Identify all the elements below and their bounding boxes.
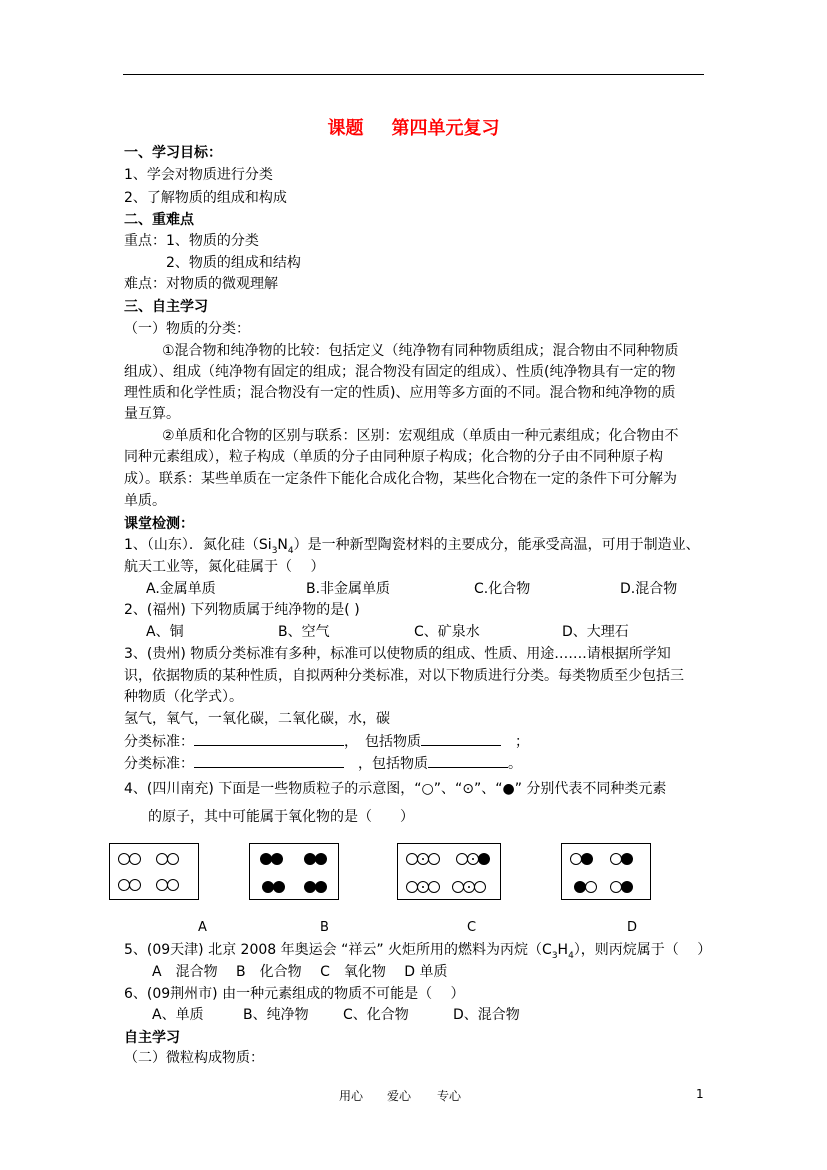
option-d[interactable]: D.混合物: [620, 581, 678, 597]
page-title: [0, 114, 827, 140]
particle-diagram-b[interactable]: [249, 843, 339, 900]
particle-diagram-d[interactable]: [561, 843, 651, 900]
option-c[interactable]: C、矿泉水: [414, 624, 480, 640]
answer-blank[interactable]: [421, 731, 501, 746]
option-d[interactable]: D、大理石: [562, 624, 629, 640]
option-b[interactable]: B.非金属单质: [306, 581, 391, 597]
section4-heading: 自主学习: [124, 1030, 180, 1046]
particle-diagram-a[interactable]: [109, 843, 199, 900]
option-c[interactable]: C.化合物: [474, 581, 531, 597]
question-3-line: 种物质（化学式）。: [124, 689, 243, 705]
key-point-1: 重点：1、物质的分类: [124, 233, 259, 249]
title-prefix: 课题: [327, 118, 364, 139]
particle-diagram-c[interactable]: [397, 843, 501, 900]
section1-heading: 一、学习目标：: [124, 145, 222, 161]
page-number: 1: [696, 1087, 704, 1101]
option-a[interactable]: A、铜: [146, 624, 184, 640]
question-3-line: 识，依据物质的某种性质，自拟两种分类标准，对以下物质进行分类。每类物质至少包括三: [124, 668, 684, 684]
option-a[interactable]: A、单质: [152, 1007, 204, 1023]
option-b[interactable]: B、空气: [278, 624, 330, 640]
question-4-line-1: 4、(四川南充) 下面是一些物质粒子的示意图，“○”、“⊙”、“●” 分别代表不同种类元素: [124, 781, 667, 797]
paragraph-1-line: 组成）、组成（纯净物有固定的组成；混合物没有固定的组成）、性质(纯净物具有一定的物: [124, 364, 676, 380]
sub-heading-classification: （一）物质的分类：: [124, 321, 250, 337]
diagram-label-b: B: [320, 920, 329, 935]
classification-row-1: 分类标准： ， 包括物质 ；: [124, 731, 529, 752]
classification-row-2: 分类标准： ，包括物质 。: [124, 753, 522, 774]
section3-heading: 三、自主学习: [124, 299, 208, 315]
answer-blank[interactable]: [428, 753, 508, 768]
option-a[interactable]: A.金属单质: [146, 581, 216, 597]
question-3-line: 3、(贵州) 物质分类标准有多种，标准可以使物质的组成、性质、用途…….请根据所学知: [124, 646, 671, 662]
diagram-label-a: A: [198, 920, 207, 935]
sub-heading-particles: （二）微粒构成物质：: [124, 1050, 264, 1066]
section2-heading: 二、重难点: [124, 212, 194, 228]
difficulty-point: 难点：对物质的微观理解: [124, 276, 278, 292]
answer-blank[interactable]: [194, 731, 344, 746]
paragraph-1-line: 量互算。: [124, 406, 180, 422]
footer-motto: 爱心: [387, 1089, 412, 1103]
option-d[interactable]: D、混合物: [453, 1007, 520, 1023]
paragraph-2-line: ②单质和化合物的区别与联系：区别：宏观组成（单质由一种元素组成；化合物由不: [162, 428, 679, 444]
paragraph-2-line: 成）。联系：某些单质在一定条件下能化合成化合物，某些化合物在一定的条件下可分解为: [124, 471, 677, 487]
header-rule: [123, 74, 704, 75]
option-c[interactable]: C、化合物: [343, 1007, 409, 1023]
question-1-line-1: 1、（山东）．氮化硅$(Si_3N_4)$是一种新型陶瓷材料的主要成分，能承受高温，可用于制造业、: [124, 537, 700, 556]
diagram-label-d: D: [627, 920, 638, 935]
question-4-line-2: 的原子，其中可能属于氧化物的是（ ）: [148, 809, 414, 825]
option-b[interactable]: B、纯净物: [243, 1007, 309, 1023]
question-3-line: 氢气，氧气，一氧化碳，二氧化碳，水，碳: [124, 711, 390, 727]
check-heading: 课堂检测：: [124, 516, 194, 532]
question-1-line-2: 航天工业等，氮化硅属于（ ）: [124, 559, 325, 575]
paragraph-1-line: ①混合物和纯净物的比较：包括定义（纯净物有同种物质组成；混合物由不同种物质: [162, 343, 679, 359]
diagram-label-c: C: [467, 920, 477, 935]
footer-motto: 专心: [437, 1089, 462, 1103]
answer-blank[interactable]: [194, 753, 344, 768]
question-2-stem: 2、(福州) 下列物质属于纯净物的是( ): [124, 602, 360, 618]
goal-item: 2、了解物质的组成和构成: [124, 190, 287, 206]
title-main: 第四单元复习: [391, 118, 500, 139]
question-5-line-1: 5、(09天津) 北京 2008 年奥运会 “祥云” 火炬所用的燃料为丙烷$(C_3H_4)$，则丙烷属于（ ）: [124, 942, 712, 961]
paragraph-2-line: 同种元素组成），粒子构成（单质的分子由同种原子构成；化合物的分子由不同种原子构: [124, 449, 663, 465]
footer-motto: 用心: [339, 1089, 364, 1103]
goal-item: 1、学会对物质进行分类: [124, 167, 273, 183]
question-6-stem: 6、(09荆州市) 由一种元素组成的物质不可能是（ ）: [124, 986, 465, 1002]
paragraph-1-line: 理性质和化学性质；混合物没有一定的性质)、应用等多方面的不同。混合物和纯净物的质: [124, 385, 676, 401]
key-point-2: 2、物质的组成和结构: [166, 255, 301, 271]
question-5-options: A 混合物 B 化合物 C 氧化物 D 单质: [152, 964, 448, 980]
paragraph-2-line: 单质。: [124, 493, 166, 509]
